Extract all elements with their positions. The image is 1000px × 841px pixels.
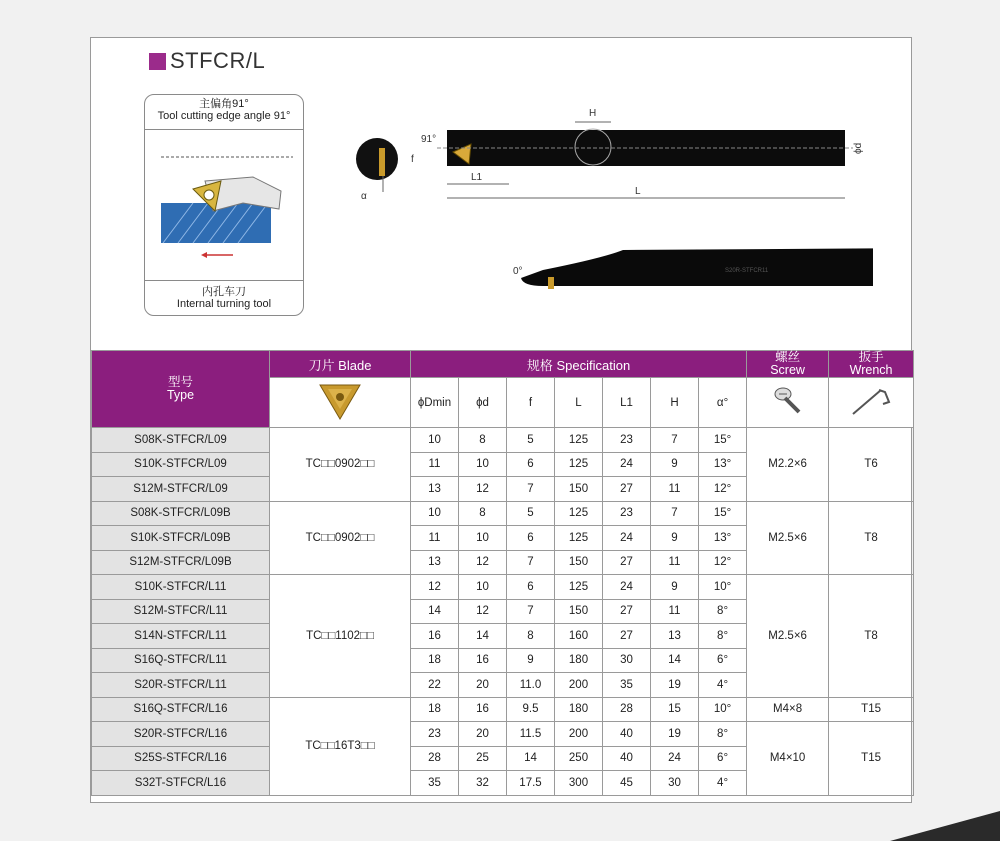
table-row — [92, 575, 914, 600]
blade-cell: TC□□0902□□ — [270, 428, 411, 502]
value-cell: 13° — [699, 452, 747, 477]
value-cell: 28 — [603, 697, 651, 722]
value-cell: 13° — [699, 526, 747, 551]
title-square-icon — [149, 53, 166, 70]
value-cell: 23 — [603, 501, 651, 526]
table-row — [92, 501, 914, 526]
value-cell: 20 — [459, 722, 507, 747]
value-cell: 150 — [555, 550, 603, 575]
value-cell: 19 — [651, 673, 699, 698]
value-cell: 45 — [603, 771, 651, 796]
col-h: H — [651, 378, 699, 428]
value-cell: 200 — [555, 722, 603, 747]
type-cell: S08K-STFCR/L09B — [92, 501, 270, 526]
blade-cell: TC□□16T3□□ — [270, 697, 411, 795]
type-cell: S14N-STFCR/L11 — [92, 624, 270, 649]
value-cell: 180 — [555, 648, 603, 673]
type-header-cn: 型号 — [167, 375, 193, 389]
value-cell: 9 — [507, 648, 555, 673]
value-cell: 10 — [459, 452, 507, 477]
value-cell: 32 — [459, 771, 507, 796]
wrench-header-cn: 扳手 — [858, 350, 884, 364]
value-cell: 24 — [603, 575, 651, 600]
table-row — [92, 722, 914, 747]
blade-cell: TC□□1102□□ — [270, 575, 411, 698]
value-cell: 6 — [507, 575, 555, 600]
caption-cn: 主偏角91° — [199, 98, 249, 110]
value-cell: 4° — [699, 771, 747, 796]
wrench-cell: T8 — [829, 575, 914, 698]
type-cell: S12M-STFCR/L11 — [92, 599, 270, 624]
value-cell: 11 — [411, 526, 459, 551]
type-cell: S16Q-STFCR/L11 — [92, 648, 270, 673]
value-cell: 12° — [699, 550, 747, 575]
value-cell: 23 — [411, 722, 459, 747]
col-l1: L1 — [603, 378, 651, 428]
spec-table-body — [92, 428, 914, 796]
value-cell: 20 — [459, 673, 507, 698]
value-cell: 15° — [699, 428, 747, 453]
f-label: f — [411, 154, 414, 165]
value-cell: 180 — [555, 697, 603, 722]
type-header-en: Type — [166, 388, 195, 402]
value-cell: 19 — [651, 722, 699, 747]
value-cell: 27 — [603, 477, 651, 502]
value-cell: 24 — [603, 526, 651, 551]
bar-perspective — [521, 248, 873, 286]
value-cell: 7 — [507, 477, 555, 502]
value-cell: 7 — [507, 550, 555, 575]
value-cell: 30 — [603, 648, 651, 673]
value-cell: 6 — [507, 526, 555, 551]
l-label: L — [635, 186, 641, 197]
value-cell: 30 — [651, 771, 699, 796]
value-cell: 13 — [411, 550, 459, 575]
value-cell: 9 — [651, 575, 699, 600]
value-cell: 125 — [555, 428, 603, 453]
screw-header — [747, 351, 829, 378]
value-cell: 27 — [603, 624, 651, 649]
illustration-bottom-caption — [145, 286, 303, 310]
wrench-cell: T15 — [829, 722, 914, 796]
phid-label: ϕd — [853, 142, 864, 154]
value-cell: 125 — [555, 452, 603, 477]
type-cell: S16Q-STFCR/L16 — [92, 697, 270, 722]
screw-cell: M2.5×6 — [747, 575, 829, 698]
value-cell: 13 — [411, 477, 459, 502]
value-cell: 10 — [411, 501, 459, 526]
title-text: STFCR/L — [170, 48, 266, 73]
l1-label: L1 — [471, 172, 483, 183]
value-cell: 12 — [459, 477, 507, 502]
wrench-cell: T15 — [829, 697, 914, 722]
value-cell: 6° — [699, 746, 747, 771]
value-cell: 14 — [411, 599, 459, 624]
value-cell: 7 — [651, 428, 699, 453]
value-cell: 8 — [459, 428, 507, 453]
value-cell: 14 — [651, 648, 699, 673]
value-cell: 200 — [555, 673, 603, 698]
value-cell: 40 — [603, 722, 651, 747]
blade-header: 刀片 Blade — [270, 351, 411, 378]
value-cell: 9 — [651, 526, 699, 551]
value-cell: 125 — [555, 501, 603, 526]
blade-cell: TC□□0902□□ — [270, 501, 411, 575]
type-cell: S25S-STFCR/L16 — [92, 746, 270, 771]
value-cell: 27 — [603, 599, 651, 624]
boring-bar-drawing — [353, 100, 873, 310]
type-cell: S12M-STFCR/L09B — [92, 550, 270, 575]
screw-header-en: Screw — [770, 363, 805, 377]
divider — [145, 280, 303, 281]
value-cell: 14 — [459, 624, 507, 649]
screw-cell: M2.2×6 — [747, 428, 829, 502]
h-label: H — [589, 108, 597, 119]
value-cell: 125 — [555, 575, 603, 600]
value-cell: 11.0 — [507, 673, 555, 698]
col-alpha: α° — [699, 378, 747, 428]
triangle-insert-icon — [318, 381, 362, 421]
value-cell: 8° — [699, 599, 747, 624]
table-row — [92, 697, 914, 722]
value-cell: 12° — [699, 477, 747, 502]
value-cell: 27 — [603, 550, 651, 575]
value-cell: 11 — [651, 550, 699, 575]
value-cell: 23 — [603, 428, 651, 453]
type-cell: S08K-STFCR/L09 — [92, 428, 270, 453]
wrench-cell: T8 — [829, 501, 914, 575]
wrench-icon — [849, 384, 893, 418]
catalog-card — [90, 37, 912, 803]
tool-illustration — [144, 94, 304, 316]
value-cell: 6° — [699, 648, 747, 673]
value-cell: 10° — [699, 575, 747, 600]
col-f: f — [507, 378, 555, 428]
value-cell: 125 — [555, 526, 603, 551]
value-cell: 40 — [603, 746, 651, 771]
value-cell: 12 — [459, 550, 507, 575]
value-cell: 15 — [651, 697, 699, 722]
value-cell: 12 — [411, 575, 459, 600]
type-cell: S12M-STFCR/L09 — [92, 477, 270, 502]
value-cell: 11.5 — [507, 722, 555, 747]
spec-table — [91, 350, 914, 796]
angle-91-label: 91° — [421, 134, 437, 145]
alpha-label: α — [361, 191, 367, 202]
value-cell: 18 — [411, 697, 459, 722]
value-cell: 150 — [555, 599, 603, 624]
value-cell: 9 — [651, 452, 699, 477]
type-cell: S20R-STFCR/L16 — [92, 722, 270, 747]
value-cell: 160 — [555, 624, 603, 649]
caption-cn: 内孔车刀 — [202, 286, 246, 298]
value-cell: 5 — [507, 501, 555, 526]
value-cell: 24 — [651, 746, 699, 771]
value-cell: 12 — [459, 599, 507, 624]
value-cell: 13 — [651, 624, 699, 649]
screw-header-cn: 螺丝 — [775, 350, 801, 364]
page-title — [149, 48, 265, 74]
value-cell: 22 — [411, 673, 459, 698]
engraving-text: S20R-STFCR11 — [725, 268, 769, 274]
type-cell: S10K-STFCR/L11 — [92, 575, 270, 600]
value-cell: 35 — [603, 673, 651, 698]
corner-decoration — [890, 811, 1000, 841]
value-cell: 10° — [699, 697, 747, 722]
value-cell: 15° — [699, 501, 747, 526]
value-cell: 9.5 — [507, 697, 555, 722]
value-cell: 16 — [459, 697, 507, 722]
value-cell: 8° — [699, 722, 747, 747]
spec-header: 规格 Specification — [411, 351, 747, 378]
value-cell: 10 — [459, 526, 507, 551]
value-cell: 11 — [411, 452, 459, 477]
wrench-header-en: Wrench — [849, 363, 893, 377]
value-cell: 5 — [507, 428, 555, 453]
value-cell: 24 — [603, 452, 651, 477]
value-cell: 6 — [507, 452, 555, 477]
table-row — [92, 428, 914, 453]
col-d: ϕd — [459, 378, 507, 428]
wrench-cell: T6 — [829, 428, 914, 502]
value-cell: 10 — [459, 575, 507, 600]
turning-diagram-icon — [153, 139, 298, 269]
screw-image-cell — [747, 378, 829, 428]
col-dmin: ϕDmin — [411, 378, 459, 428]
col-l: L — [555, 378, 603, 428]
value-cell: 7 — [507, 599, 555, 624]
value-cell: 16 — [411, 624, 459, 649]
value-cell: 28 — [411, 746, 459, 771]
caption-en: Tool cutting edge angle 91° — [157, 110, 291, 122]
value-cell: 18 — [411, 648, 459, 673]
zero-degree-label: 0° — [513, 266, 523, 277]
value-cell: 7 — [651, 501, 699, 526]
type-cell: S10K-STFCR/L09B — [92, 526, 270, 551]
divider — [145, 129, 303, 130]
value-cell: 8 — [459, 501, 507, 526]
type-cell: S20R-STFCR/L11 — [92, 673, 270, 698]
type-cell: S10K-STFCR/L09 — [92, 452, 270, 477]
value-cell: 8° — [699, 624, 747, 649]
caption-en: Internal turning tool — [176, 298, 272, 310]
value-cell: 4° — [699, 673, 747, 698]
wrench-image-cell — [829, 378, 914, 428]
value-cell: 25 — [459, 746, 507, 771]
type-cell: S32T-STFCR/L16 — [92, 771, 270, 796]
value-cell: 11 — [651, 599, 699, 624]
value-cell: 16 — [459, 648, 507, 673]
value-cell: 14 — [507, 746, 555, 771]
screw-cell: M4×8 — [747, 697, 829, 722]
value-cell: 10 — [411, 428, 459, 453]
end-view-icon — [356, 138, 398, 180]
screw-cell: M4×10 — [747, 722, 829, 796]
value-cell: 11 — [651, 477, 699, 502]
value-cell: 150 — [555, 477, 603, 502]
value-cell: 17.5 — [507, 771, 555, 796]
type-header — [92, 351, 270, 428]
value-cell: 35 — [411, 771, 459, 796]
screw-cell: M2.5×6 — [747, 501, 829, 575]
illustration-top-caption — [145, 98, 303, 122]
screw-icon — [771, 384, 805, 418]
value-cell: 8 — [507, 624, 555, 649]
value-cell: 250 — [555, 746, 603, 771]
wrench-header — [829, 351, 914, 378]
value-cell: 300 — [555, 771, 603, 796]
blade-image-cell — [270, 378, 411, 428]
